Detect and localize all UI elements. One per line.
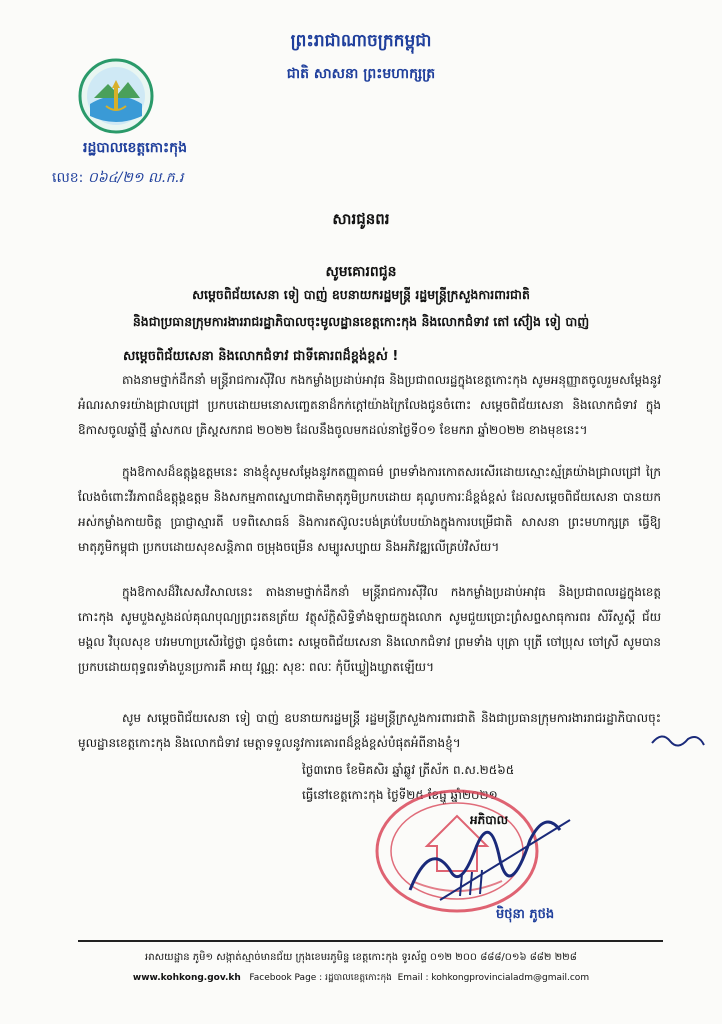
initials-icon [648,727,708,753]
kingdom-heading: ព្រះរាជាណាចក្រកម្ពុជា [290,31,432,51]
reference-label: លេខ: [52,170,84,186]
paragraph-1: តាងនាមថ្នាក់ដឹកនាំ មន្ត្រីរាជការស៊ីវិល កងកម្លាំងប្រដាប់អាវុធ និងប្រជាពលរដ្ឋក្នុងខេត្តកោះកុង សូមអនុញ្ញាតចូលរួមសម្តែងនូវអំណរសាទរយ៉ាងជ្រាលជ្រៅ ប្រកបដោយមនោសញ្ចេតនាដ៏កក់ក្តៅយ៉ាងក្រៃលែងជូនចំពោះ សម្តេចពិជ័យសេនា និងលោកជំទាវ ក្នុងឱកាសចូលឆ្នាំថ្មី ឆ្នាំសកល គ្រិស្តសករាជ ២០២២ ដែលនឹងចូលមកដល់នាថ្ងៃទី០១ ខែមករា ឆ្នាំ២០២២ ខាងមុខនេះ។ [78,373,661,437]
signatory-name: មិថុនា ភូថង [496,907,555,922]
acting-title: អភិបាល [470,813,509,827]
solar-date: ធ្វើនៅខេត្តកោះកុង ថ្ងៃទី២៥ ខែធ្នូ ឆ្នាំ២០២១ [302,788,498,802]
respect-line: សូមគោរពជូន [325,264,397,280]
document-title: សារជូនពរ [332,210,390,228]
signature-icon [400,800,590,910]
recipient-line-1: សម្តេចពិជ័យសេនា ទៀ បាញ់ ឧបនាយករដ្ឋមន្ត្រី រដ្ឋមន្ត្រីក្រសួងការពារជាតិ [192,287,530,302]
reference-number [52,168,184,189]
reference-value: ០៦៤/២១ ល.ក.រ [87,170,184,186]
footer-facebook-label: Facebook Page : [249,973,323,983]
footer-address: អាសយដ្ឋាន ភូមិ១ សង្កាត់ស្មាច់មានជ័យ ក្រុងខេមរភូមិន្ទ ខេត្តកោះកុង ទូរស័ព្ទ ០១២ ២០០ ៨៨៨/០១៦ ៨៨២ ២២៨ [145,952,577,963]
recipient-line-2: និងជាប្រធានក្រុមការងាររាជរដ្ឋាភិបាលចុះមូលដ្ឋានខេត្តកោះកុង និងលោកជំទាវ តៅ ស៊ៀង ទៀ បាញ់ [132,314,590,329]
footer-divider [78,940,663,942]
paragraph-2: ក្នុងឱកាសដ៏ឧត្តុង្គឧត្តមនេះ នាងខ្ញុំសូមសម្តែងនូវកតញ្ញុតាធម៌ ព្រមទាំងការកោតសរសើរដោយស្មោះស្ម័គ្រយ៉ាងជ្រាលជ្រៅ ក្រៃលែងចំពោះវីរភាពដ៏ឧត្តុង្គឧត្តម និងសកម្មភាពស្នេហាជាតិមាតុភូមិប្រកបដោយ គុណូបការៈដ៏ខ្ពង់ខ្ពស់ ដែលសម្តេចពិជ័យសេនា បានយកអស់កម្លាំងកាយចិត្ត ប្រាជ្ញាស្មារតី បទពិសោធន៍ និងការតស៊ូលះបង់គ្រប់បែបយ៉ាងក្នុងការបម្រើជាតិ សាសនា ព្រះមហាក្សត្រ ធ្វើឱ្យមាតុភូមិកម្ពុជា ប្រកបដោយសុខសន្តិភាព ចម្រុងចម្រើន សម្បូរសប្បាយ និងអភិវឌ្ឍលើគ្រប់វិស័យ។ [78,465,661,554]
salutation: សម្តេចពិជ័យសេនា និងលោកជំទាវ ជាទីគោរពដ៏ខ្ពង់ខ្ពស់ ! [123,349,399,364]
footer-website[interactable]: www.kohkong.gov.kh [132,973,241,983]
national-motto: ជាតិ សាសនា ព្រះមហាក្សត្រ [286,66,436,82]
footer-facebook[interactable]: រដ្ឋបាលខេត្តកោះកុង [325,973,392,983]
paragraph-4: សូម សម្តេចពិជ័យសេនា ទៀ បាញ់ ឧបនាយករដ្ឋមន្ត្រី រដ្ឋមន្ត្រីក្រសួងការពារជាតិ និងជាប្រធានក្រុមការងាររាជរដ្ឋាភិបាលចុះមូលដ្ឋានខេត្តកោះកុង និងលោកជំទាវ មេត្តាទទួលនូវការគោរពដ៏ខ្ពង់ខ្ពស់បំផុតអំពីនាងខ្ញុំ។ [78,711,661,750]
footer-email-label: Email : [397,973,429,983]
issuer-name: រដ្ឋបាលខេត្តកោះកុង [83,140,187,156]
paragraph-3: ក្នុងឱកាសដ៏វិសេសវិសាលនេះ តាងនាមថ្នាក់ដឹកនាំ មន្ត្រីរាជការស៊ីវិល កងកម្លាំងប្រដាប់អាវុធ និងប្រជាពលរដ្ឋក្នុងខេត្តកោះកុង សូមបួងសួងដល់គុណបុណ្យព្រះរតនត្រ័យ វត្ថុស័ក្តិសិទ្ធិទាំងឡាយក្នុងលោក សូមជួយប្រោះព្រំសព្ទសាធុការពរ សិរីសួស្តី ជ័យមង្គល វិបុលសុខ បវរមហាប្រសើរថ្លៃថ្លា ជូនចំពោះ សម្តេចពិជ័យសេនា និងលោកជំទាវ ព្រមទាំង បុត្រា បុត្រី ចៅប្រុស ចៅស្រី សូមបានប្រកបដោយពុទ្ធពរទាំងបួនប្រការគឺ អាយុ វណ្ណៈ សុខៈ ពលៈ កុំបីឃ្លៀងឃ្លាតឡើយ។ [78,585,661,674]
footer-contacts [0,972,722,985]
footer-email[interactable]: kohkongprovincialadm@gmail.com [431,973,590,983]
lunar-date: ថ្ងៃ៣រោច ខែមិគសិរ ឆ្នាំឆ្លូវ ត្រីស័ក ព.ស.២៥៦៥ [302,763,515,777]
provincial-emblem-icon [78,58,154,134]
